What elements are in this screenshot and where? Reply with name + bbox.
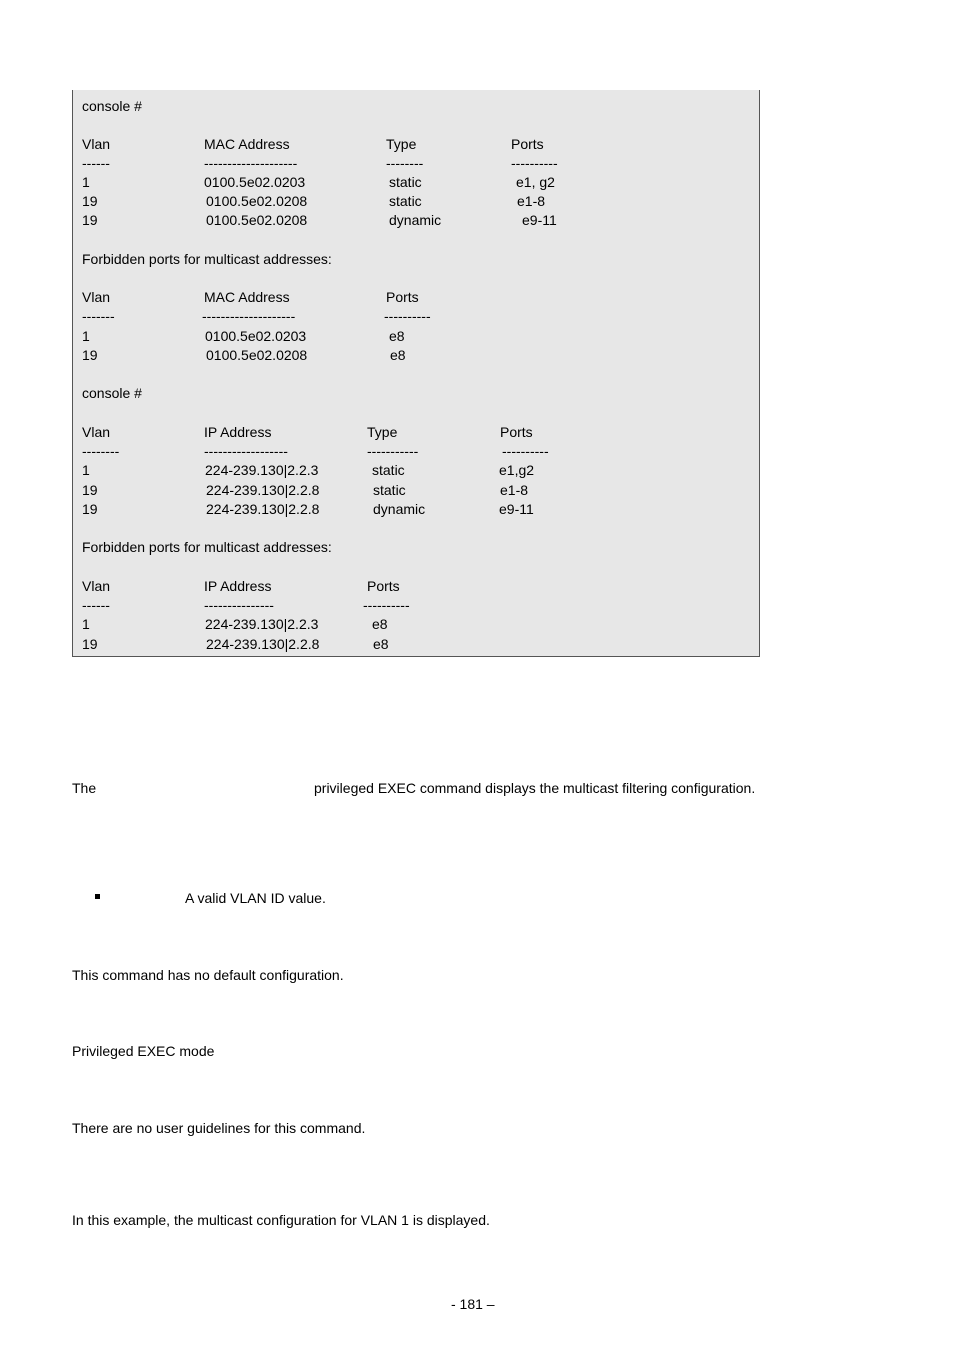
divider: ------ bbox=[82, 155, 110, 171]
table-cell: 224-239.130|2.2.8 bbox=[206, 501, 320, 517]
parameter-description: A valid VLAN ID value. bbox=[185, 890, 326, 906]
table-cell: e8 bbox=[372, 616, 388, 632]
col-header-mac-address: MAC Address bbox=[204, 289, 290, 305]
table-cell: 224-239.130|2.2.8 bbox=[206, 482, 320, 498]
table-cell: 224-239.130|2.2.3 bbox=[205, 462, 319, 478]
console-prompt: console # bbox=[82, 385, 142, 401]
col-header-vlan: Vlan bbox=[82, 578, 111, 594]
table-cell: 1 bbox=[82, 462, 90, 478]
col-header-vlan: Vlan bbox=[82, 424, 111, 440]
divider: -------- bbox=[386, 155, 424, 171]
table-cell: 1 bbox=[82, 328, 90, 344]
table-cell: e8 bbox=[389, 328, 405, 344]
table-cell: 19 bbox=[82, 636, 98, 652]
table-cell: 1 bbox=[82, 616, 90, 632]
divider: ---------- bbox=[384, 308, 431, 324]
divider: ----------- bbox=[367, 443, 419, 459]
divider: --------------- bbox=[204, 597, 274, 613]
table-cell: e1, g2 bbox=[516, 174, 555, 190]
table-cell: 19 bbox=[82, 212, 98, 228]
col-header-ports: Ports bbox=[367, 578, 400, 594]
command-mode-text: Privileged EXEC mode bbox=[72, 1043, 215, 1059]
table-cell: 0100.5e02.0208 bbox=[206, 347, 308, 363]
divider: -------- bbox=[82, 443, 120, 459]
divider: ------- bbox=[82, 308, 115, 324]
forbidden-ports-heading: Forbidden ports for multicast addresses: bbox=[82, 539, 332, 555]
table-cell: 0100.5e02.0203 bbox=[204, 174, 306, 190]
table-cell: 224-239.130|2.2.8 bbox=[206, 636, 320, 652]
table-cell: 224-239.130|2.2.3 bbox=[205, 616, 319, 632]
table-cell: 19 bbox=[82, 347, 98, 363]
bullet-marker bbox=[95, 894, 100, 899]
col-header-ports: Ports bbox=[386, 289, 419, 305]
divider: ---------- bbox=[511, 155, 558, 171]
table-cell: static bbox=[373, 482, 406, 498]
forbidden-ports-heading: Forbidden ports for multicast addresses: bbox=[82, 251, 332, 267]
table-cell: 0100.5e02.0208 bbox=[206, 193, 308, 209]
table-cell: e8 bbox=[390, 347, 406, 363]
divider: ------------------ bbox=[204, 443, 288, 459]
col-header-ports: Ports bbox=[511, 136, 544, 152]
divider: -------------------- bbox=[204, 155, 298, 171]
col-header-ip-address: IP Address bbox=[204, 424, 272, 440]
divider: ---------- bbox=[502, 443, 549, 459]
col-header-ports: Ports bbox=[500, 424, 533, 440]
table-cell: e8 bbox=[373, 636, 389, 652]
table-cell: 0100.5e02.0208 bbox=[206, 212, 308, 228]
intro-the: The bbox=[72, 780, 97, 796]
table-cell: e1-8 bbox=[500, 482, 529, 498]
table-cell: static bbox=[389, 193, 422, 209]
table-cell: 0100.5e02.0203 bbox=[205, 328, 307, 344]
table-cell: dynamic bbox=[389, 212, 442, 228]
col-header-type: Type bbox=[367, 424, 398, 440]
divider: -------------------- bbox=[202, 308, 296, 324]
table-cell: e1,g2 bbox=[499, 462, 535, 478]
table-cell: static bbox=[389, 174, 422, 190]
example-text: In this example, the multicast configuration for VLAN 1 is displayed. bbox=[72, 1212, 490, 1228]
col-header-vlan: Vlan bbox=[82, 289, 111, 305]
table-cell: e9-11 bbox=[499, 501, 534, 517]
page-number: - 181 – bbox=[451, 1296, 495, 1312]
table-cell: dynamic bbox=[373, 501, 426, 517]
table-cell: e9-11 bbox=[522, 212, 557, 228]
user-guidelines-text: There are no user guidelines for this command. bbox=[72, 1120, 366, 1136]
table-cell: 1 bbox=[82, 174, 90, 190]
default-configuration-text: This command has no default configuration. bbox=[72, 967, 344, 983]
col-header-mac-address: MAC Address bbox=[204, 136, 290, 152]
console-prompt: console # bbox=[82, 98, 142, 114]
intro-description: privileged EXEC command displays the multicast filtering configuration. bbox=[314, 780, 756, 796]
table-cell: 19 bbox=[82, 501, 98, 517]
divider: ---------- bbox=[363, 597, 410, 613]
table-cell: e1-8 bbox=[517, 193, 546, 209]
console-output-box bbox=[72, 90, 760, 657]
table-cell: static bbox=[372, 462, 405, 478]
table-cell: 19 bbox=[82, 482, 98, 498]
col-header-vlan: Vlan bbox=[82, 136, 111, 152]
col-header-type: Type bbox=[386, 136, 417, 152]
divider: ------ bbox=[82, 597, 110, 613]
col-header-ip-address: IP Address bbox=[204, 578, 272, 594]
table-cell: 19 bbox=[82, 193, 98, 209]
